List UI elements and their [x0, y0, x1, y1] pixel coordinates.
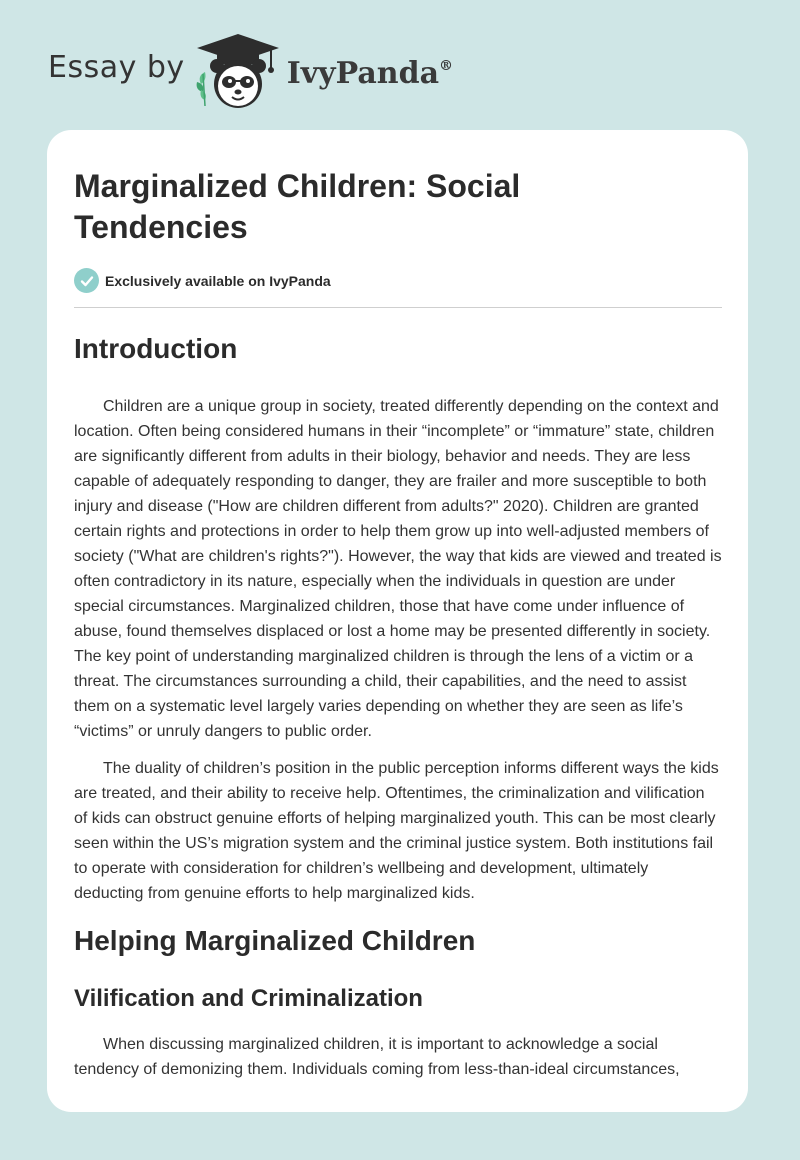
article-content	[74, 130, 722, 1082]
exclusive-badge-text: Exclusively available on IvyPanda	[105, 272, 331, 289]
intro-paragraph-2: The duality of children’s position in the public perception informs different ways the kids are treated, and their ability to receive help. Oftentimes, the criminalization and vilification of kids can obstruct genuine efforts of helping marginalized youth. This can be most clearly seen within the US’s migration system and the criminal justice system. Both institutions fail to operate with consideration for children’s wellbeing and development, ultimately deducting from genuine efforts to help marginalized kids.	[74, 760, 719, 902]
vilification-paragraph-1: When discussing marginalized children, it is important to acknowledge a social tendency of demonizing them. Individuals coming from less-than-ideal circumstances,	[74, 1036, 680, 1078]
essay-by-label: Essay by	[48, 49, 185, 85]
section-heading-introduction: Introduction	[74, 333, 238, 364]
subsection-heading-vilification: Vilification and Criminalization	[74, 985, 423, 1012]
section-heading-helping: Helping Marginalized Children	[74, 925, 476, 956]
exclusive-badge	[74, 268, 722, 293]
panda-logo-icon[interactable]	[195, 30, 281, 110]
article-title: Marginalized Children: Social Tendencies	[74, 168, 521, 245]
registered-mark: ®	[439, 57, 454, 74]
title-divider	[74, 307, 722, 308]
check-icon	[74, 268, 99, 293]
site-header	[48, 30, 453, 110]
brand-name[interactable]: IvyPanda®	[286, 55, 454, 91]
article-card	[47, 130, 748, 1112]
intro-paragraph-1: Children are a unique group in society, treated differently depending on the context and location. Often being considered humans in their “incomplete” or “immature” state, children are significantly different from adults in their biology, behavior and needs. They are less capable of adequately responding to danger, they are frailer and more susceptible to both injury and disease ("How are children different from adults?" 2020). Children are granted certain rights and protections in order to help them grow up into well-adjusted members of society ("What are children's rights?"). However, the way that kids are viewed and treated is often contradictory in its nature, especially when the individuals in question are under special circumstances. Marginalized children, those that have come under influence of abuse, found themselves displaced or lost a home may be presented differently in society. The key point of understanding marginalized children is through the lens of a victim or a threat. The circumstances surrounding a child, their capabilities, and the need to assist them on a systematic level largely varies depending on whether they are seen as life’s “victims” or unruly dangers to public order.	[74, 398, 722, 740]
